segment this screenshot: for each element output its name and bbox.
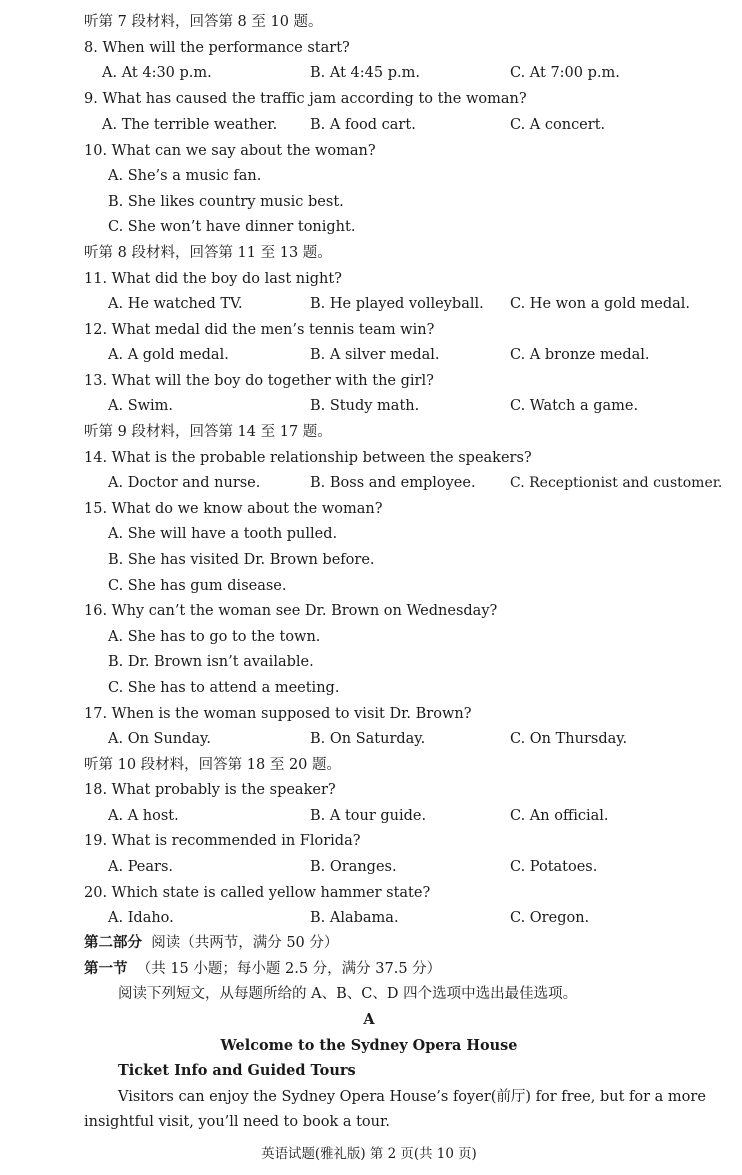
q10-option-b: B. She likes country music best. [108, 194, 344, 210]
question-14: 14. What is the probable relationship between the speakers? [84, 450, 532, 466]
question-16: 16. Why can’t the woman see Dr. Brown on Wednesday? [84, 603, 498, 619]
q16-option-a: A. She has to go to the town. [108, 629, 321, 645]
q16-option-c: C. She has to attend a meeting. [108, 680, 340, 696]
passage-title: Welcome to the Sydney Opera House [220, 1037, 518, 1054]
section-one-desc: （共 15 小题；每小题 2.5 分，满分 37.5 分） [136, 961, 442, 977]
q9-option-a: A. The terrible weather. [102, 117, 278, 133]
part-two-desc: 阅读（共两节，满分 50 分） [151, 935, 339, 951]
q20-option-c: C. Oregon. [510, 910, 590, 926]
q19-option-a: A. Pears. [108, 859, 174, 875]
q18-option-b: B. A tour guide. [310, 808, 427, 824]
q8-option-c: C. At 7:00 p.m. [510, 65, 620, 81]
passage-letter: A [363, 1011, 375, 1028]
q19-option-c: C. Potatoes. [510, 859, 598, 875]
section-heading-10: 听第 10 段材料，回答第 18 至 20 题。 [84, 757, 342, 773]
question-11: 11. What did the boy do last night? [84, 271, 342, 287]
q20-option-a: A. Idaho. [108, 910, 174, 926]
q10-option-c: C. She won’t have dinner tonight. [108, 219, 356, 235]
question-18: 18. What probably is the speaker? [84, 782, 336, 798]
q13-option-c: C. Watch a game. [510, 398, 639, 414]
q20-option-b: B. Alabama. [310, 910, 399, 926]
section-one-heading [84, 960, 441, 978]
reading-instruction: 阅读下列短文，从每题所给的 A、B、C、D 四个选项中选出最佳选项。 [118, 986, 578, 1002]
section-heading-9: 听第 9 段材料，回答第 14 至 17 题。 [84, 424, 332, 440]
q18-option-a: A. A host. [108, 808, 179, 824]
q18-option-c: C. An official. [510, 808, 609, 824]
q11-option-a: A. He watched TV. [108, 296, 243, 312]
question-12: 12. What medal did the men’s tennis team win? [84, 322, 435, 338]
passage-line-2: insightful visit, you’ll need to book a tour. [84, 1114, 390, 1130]
q17-option-a: A. On Sunday. [108, 731, 211, 747]
q16-option-b: B. Dr. Brown isn’t available. [108, 654, 314, 670]
part-two-title: 第二部分 [84, 934, 142, 951]
question-19: 19. What is recommended in Florida? [84, 833, 361, 849]
passage-subtitle: Ticket Info and Guided Tours [118, 1062, 356, 1079]
q11-option-c: C. He won a gold medal. [510, 296, 691, 312]
q14-option-a: A. Doctor and nurse. [108, 475, 261, 491]
q19-option-b: B. Oranges. [310, 859, 397, 875]
q14-option-b: B. Boss and employee. [310, 475, 476, 491]
q13-option-b: B. Study math. [310, 398, 420, 414]
q15-option-a: A. She will have a tooth pulled. [108, 526, 338, 542]
q10-option-a: A. She’s a music fan. [108, 168, 262, 184]
q15-option-b: B. She has visited Dr. Brown before. [108, 552, 375, 568]
q9-option-c: C. A concert. [510, 117, 606, 133]
question-13: 13. What will the boy do together with the girl? [84, 373, 434, 389]
question-15: 15. What do we know about the woman? [84, 501, 383, 517]
question-17: 17. When is the woman supposed to visit Dr. Brown? [84, 706, 472, 722]
part-two-heading [84, 934, 338, 952]
q17-option-c: C. On Thursday. [510, 731, 628, 747]
q12-option-a: A. A gold medal. [108, 347, 229, 363]
q8-option-b: B. At 4:45 p.m. [310, 65, 420, 81]
q15-option-c: C. She has gum disease. [108, 578, 287, 594]
q12-option-c: C. A bronze medal. [510, 347, 650, 363]
q14-option-c: C. Receptionist and customer. [510, 475, 723, 491]
page-footer: 英语试题(雅礼版) 第 2 页(共 10 页) [261, 1146, 477, 1162]
question-10: 10. What can we say about the woman? [84, 143, 376, 159]
q17-option-b: B. On Saturday. [310, 731, 426, 747]
question-20: 20. Which state is called yellow hammer state? [84, 885, 431, 901]
section-heading-8: 听第 8 段材料，回答第 11 至 13 题。 [84, 245, 332, 261]
question-9: 9. What has caused the traffic jam according to the woman? [84, 91, 527, 107]
q11-option-b: B. He played volleyball. [310, 296, 484, 312]
q8-option-a: A. At 4:30 p.m. [102, 65, 212, 81]
q13-option-a: A. Swim. [108, 398, 174, 414]
passage-line-1: Visitors can enjoy the Sydney Opera House’s foyer(前厅) for free, but for a more [118, 1089, 706, 1105]
q9-option-b: B. A food cart. [310, 117, 416, 133]
section-heading-7: 听第 7 段材料，回答第 8 至 10 题。 [84, 14, 323, 30]
section-one-title: 第一节 [84, 960, 128, 977]
q12-option-b: B. A silver medal. [310, 347, 440, 363]
question-8: 8. When will the performance start? [84, 40, 350, 56]
